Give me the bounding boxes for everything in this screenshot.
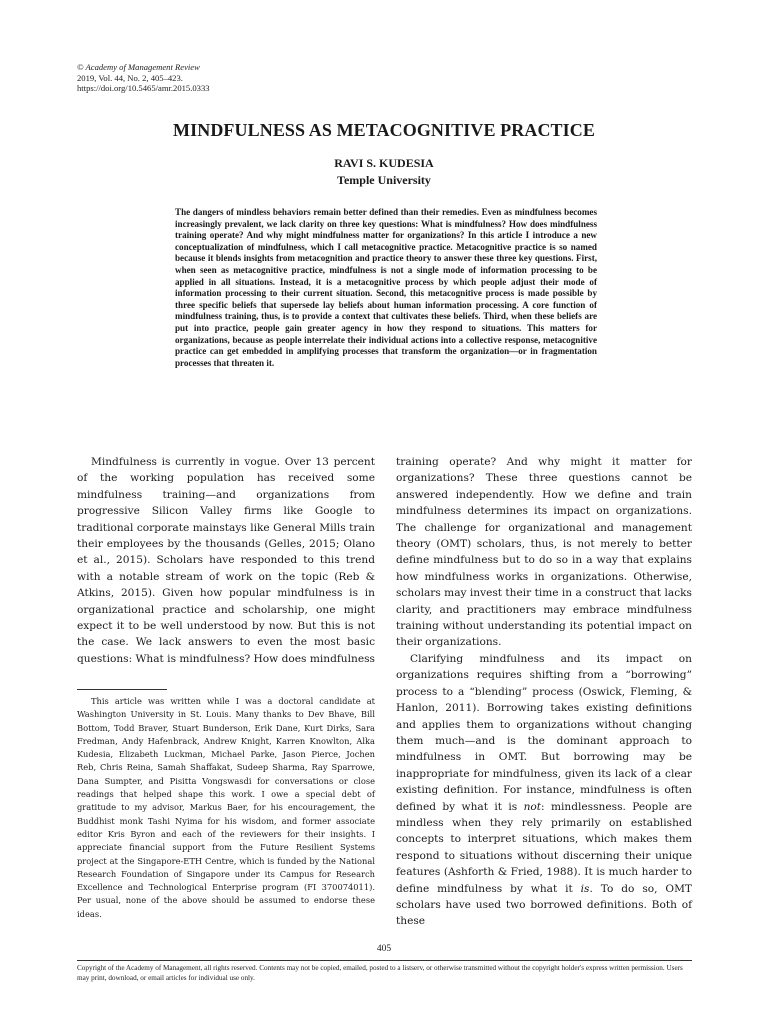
text-run: . To do so, OMT scholars have used two borrowed definitions. Both of these [396,882,692,928]
emphasis-text: not [523,800,542,813]
text-run: Clarifying mindfulness and its impact on organizations requires shifting from a “borrowing” process to a “blending” process (Oswick, Fleming, & Hanlon, 2011). Borrowing takes existing definitions and applies them to organizations without changing them much—and is the dominant approach to mindfulness in OMT. But borrowing may be inappropriate for mindfulness, given its lack of a clear existing definition. For instance, mindfulness is often defined by what it is [396,652,692,813]
copyright-divider [77,960,692,961]
footnote-divider [77,689,167,690]
abstract: The dangers of mindless behaviors remain better defined than their remedies. Even as mindfulness becomes increasingly prevalent, we lack clarity on three key questions: What is mindfulness? How does mindfulness training operate? And why might mindfulness matter for organizations? In this article I introduce a new conceptualization of mindfulness, which I call metacognitive practice. Metacognitive practice is so named because it blends insights from metacognition and practice theory to answer these three key questions. First, when seen as metacognitive practice, mindfulness is not a single mode of information processing to be applied in all situations. Instead, it is a metacognitive process by which people adjust their mode of information processing to their current situation. Second, this metacognitive process is made possible by three specific beliefs that supersede lay beliefs about human information processing. A core function of mindfulness training, thus, is to provide a context that cultivates these beliefs. Third, when these beliefs are put into practice, people gain greater agency in how they respond to situations. This matters for organizations, because as people interrelate their individual actions into a collective response, metacognitive practice can get embedded in amplifying processes that transform the organization—or in fragmentation processes that threaten it. [175,207,597,368]
publication-info [77,62,210,94]
article-title: MINDFULNESS AS METACOGNITIVE PRACTICE [173,120,595,140]
author-name: RAVI S. KUDESIA [334,156,434,170]
author-footnote: This article was written while I was a doctoral candidate at Washington University in St. Louis. Many thanks to Dev Bhave, Bill Bottom, Todd Braver, Stuart Bunderson, Erik Dane, Kurt Dirks, Sara Fredman, Andy Hafenbrack, Andrew Knight, Karren Knowlton, Alka Kudesia, Elizabeth Luckman, Michael Parke, Jason Pierce, Jochen Reb, Chris Reina, Samah Shaffakat, Sudeep Sharma, Ray Sparrowe, Dana Sumpter, and Pisitta Vongswasdi for conversations or close readings that helped shape this work. I owe a special debt of gratitude to my advisor, Markus Baer, for his encouragement, the Buddhist monk Tashi Nyima for his wisdom, and former associate editor Kris Byron and each of the reviewers for their insights. I appreciate financial support from the Future Resilient Systems project at the Singapore-ETH Centre, which is funded by the National Research Foundation of Singapore under its Campus for Research Excellence and Technological Enterprise program (FI 370074011). Per usual, none of the above should be assumed to endorse these ideas. [77,696,375,919]
body-paragraph: Mindfulness is currently in vogue. Over 13 percent of the working population has received some mindfulness training—and organizations from progressive Silicon Valley firms like Google to traditional corporate mainstays like General Mills train their employees by the thousands (Gelles, 2015; Olano et al., 2015). Scholars have responded to this trend with a notable stream of work on the topic (Reb & Atkins, 2015). Given how popular mindfulness is in organizational practice and scholarship, one might expect it to be well understood by now. But this is not the case. We lack answers to even the most basic questions: What is mindfulness? How does mindfulness [77,456,375,665]
copyright-notice: Copyright of the Academy of Management, all rights reserved. Contents may not be copied, emailed, posted to a listserv, or otherwise transmitted without the copyright holder's express written permission. Users may print, download, or email articles for individual use only. [77,964,683,982]
author-affiliation: Temple University [337,173,431,187]
journal-name: © Academy of Management Review [77,62,200,72]
text-run: : mindlessness. People are mindless when they rely primarily on established concepts to interpret situations, which makes them respond to situations without discerning their unique features (Ashforth & Fried, 1988). It is much harder to define mindfulness by what it [396,800,693,895]
volume-info: 2019, Vol. 44, No. 2, 405–423. [77,72,183,83]
body-paragraph: training operate? And why might it matter for organizations? These three questions cannot be answered independently. How we define and train mindfulness determines its impact on organizations. The challenge for organizational and management theory (OMT) scholars, thus, is not merely to better define mindfulness but to do so in a way that explains how mindfulness works in organizations. Otherwise, scholars may invest their time in a construct that lacks clarity, and practitioners may embrace mindfulness training without understanding its potential impact on their organizations. [396,456,692,649]
emphasis-text: is [580,882,590,895]
page-number: 405 [376,944,392,954]
doi-link[interactable]: https://doi.org/10.5465/amr.2015.0333 [77,83,210,93]
body-paragraph [396,651,692,930]
body-column-left [77,454,375,667]
body-column-right [396,454,692,930]
